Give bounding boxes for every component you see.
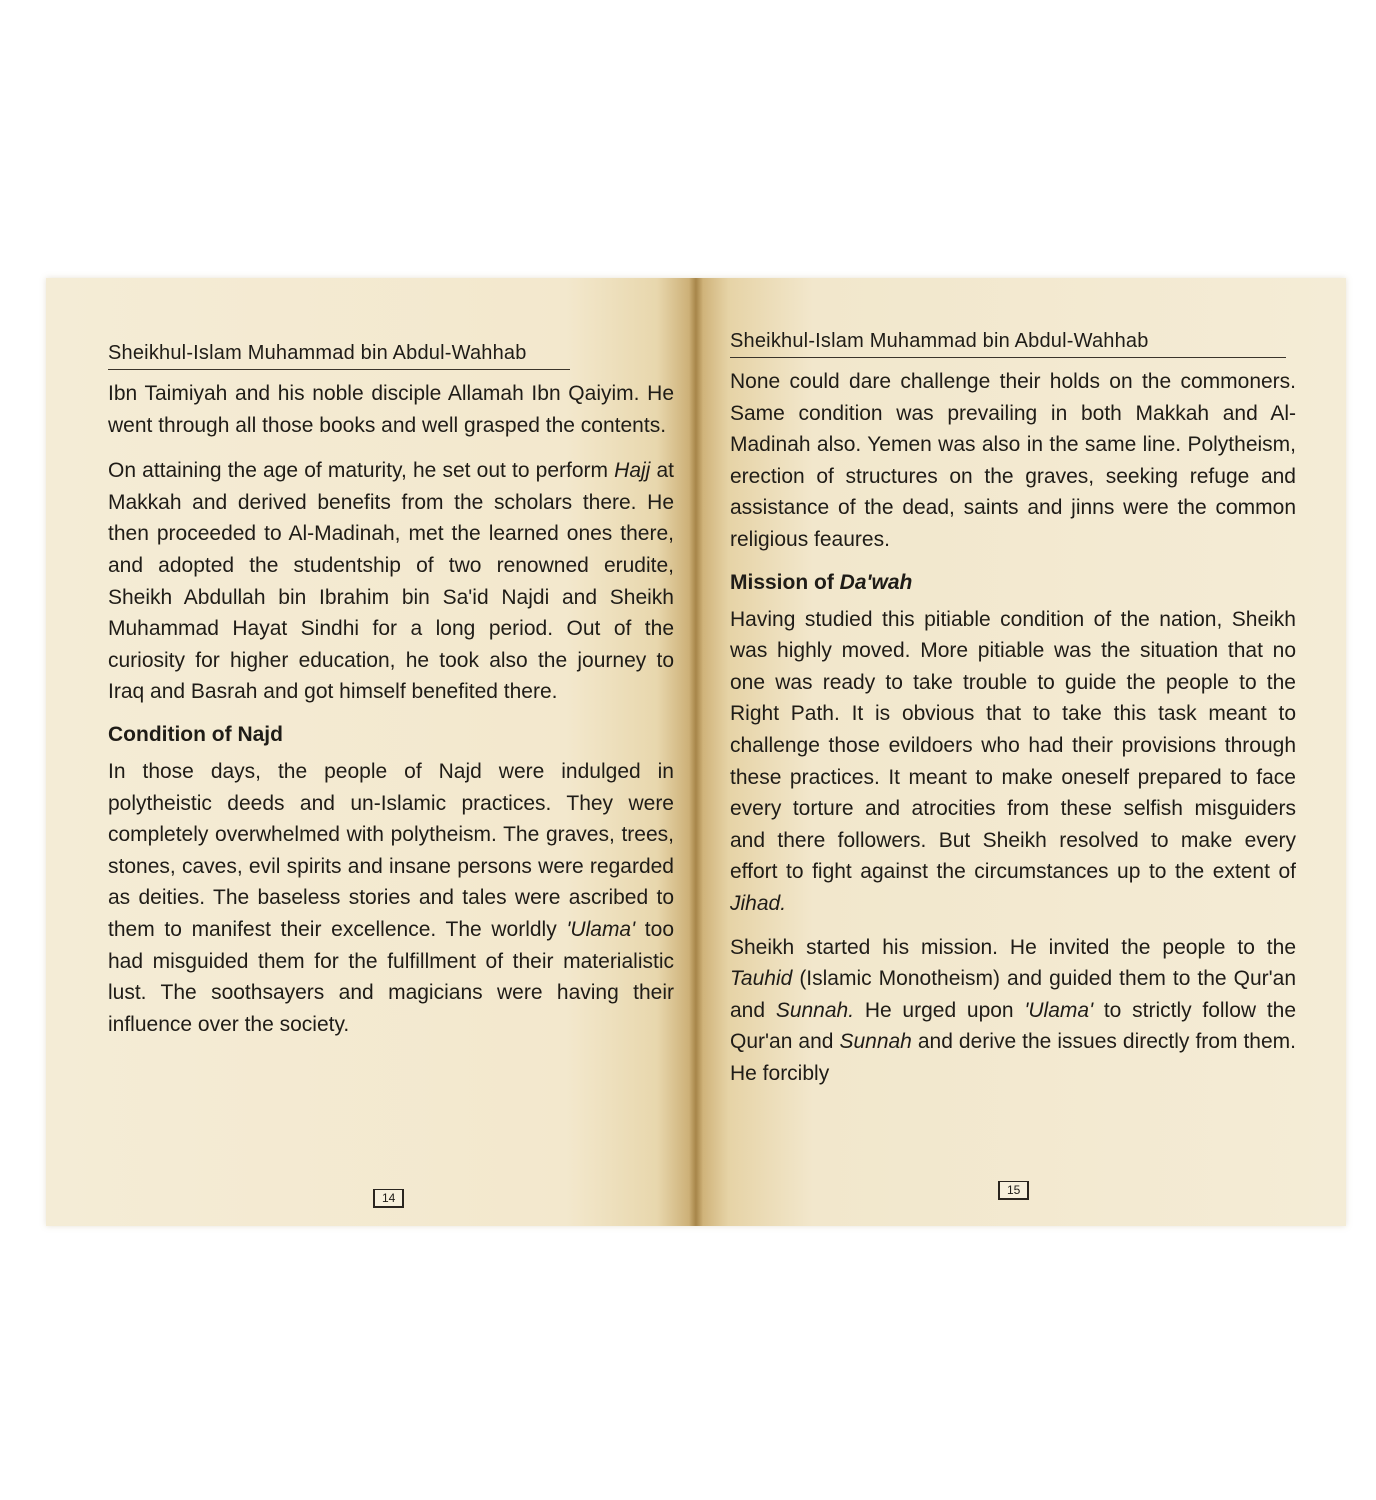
paragraph-text: too had misguided them for the fulfillment of their materialistic lust. The soothsayers and magicians were having their influence over the society. [108, 917, 674, 1036]
paragraph-text: On attaining the age of maturity, he set out to perform [108, 459, 615, 483]
paragraph [730, 932, 1296, 1090]
page-number: 14 [373, 1189, 404, 1208]
italic-term: Tauhid [730, 967, 793, 991]
paragraph-text: at Makkah and derived benefits from the scholars there. He then proceeded to Al-Madinah, met the learned ones there, and adopted the studentship of two renowned erudite, Sheikh Abdullah bin Ibrahim bin Sa'id Najdi and Sheikh Muhammad Hayat Sindhi for a long period. Out of the curiosity for higher education, he took also the journey to Iraq and Basrah and got himself benefited there. [108, 459, 675, 704]
paragraph-text: Ibn Taimiyah and his noble disciple Allamah Ibn Qaiyim. He went through all those books and well grasped the contents. [108, 382, 674, 437]
running-head: Sheikhul-Islam Muhammad bin Abdul-Wahhab [730, 328, 1286, 358]
paragraph-text: He urged upon [854, 998, 1025, 1022]
section-heading: Condition of Najd [108, 722, 283, 746]
running-head: Sheikhul-Islam Muhammad bin Abdul-Wahhab [108, 340, 570, 370]
italic-term: Jihad. [730, 891, 787, 915]
paragraph-text: In those days, the people of Najd were indulged in polytheistic deeds and un-Islamic practices. They were completely overwhelmed with polytheism. The graves, trees, stones, caves, evil spirits and insane persons were regarded as deities. The baseless stories and tales were ascribed to them to manifest their excellence. The worldly [108, 759, 674, 941]
paragraph-text: and derive the issues directly from them. He forcibly [730, 1030, 1296, 1085]
paragraph [730, 366, 1296, 556]
italic-term: Da'wah [839, 570, 913, 594]
paragraph [108, 756, 674, 1040]
right-page [696, 278, 1346, 1226]
italic-term: Sunnah. [775, 998, 855, 1022]
section-heading [730, 568, 1296, 598]
paragraph [730, 604, 1296, 920]
paragraph-text: Sheikh started his mission. He invited the people to the [730, 935, 1296, 959]
italic-term: 'Ulama' [1024, 998, 1094, 1022]
paragraph-text: Having studied this pitiable condition of the nation, Sheikh was highly moved. More pitiable was the situation that no one was ready to take trouble to guide the people to the Right Path. It is obvious that to take this task meant to challenge those evildoers who had their provisions through these practices. It meant to make oneself prepared to face every torture and atrocities from these selfish misguiders and there followers. But Sheikh resolved to make every effort to fight against the circumstances up to the extent of [730, 607, 1296, 884]
heading-text: Mission of [730, 570, 840, 594]
paragraph [108, 378, 674, 441]
paragraph-text: to strictly follow the Qur'an and [730, 998, 1297, 1054]
paragraph-text: None could dare challenge their holds on the commoners. Same condition was prevailing in both Makkah and Al-Madinah also. Yemen was also in the same line. Polytheism, erection of structures on the graves, seeking refuge and assistance of the dead, saints and jinns were the common religious feaures. [730, 370, 1296, 551]
italic-term: Hajj [614, 459, 651, 483]
left-page [46, 278, 696, 1226]
paragraph-text: (Islamic Monotheism) and guided them to the Qur'an and [730, 967, 1296, 1022]
book-spread [46, 278, 1346, 1226]
paragraph [108, 455, 674, 708]
italic-term: Sunnah [839, 1030, 912, 1054]
page-number: 15 [998, 1181, 1029, 1200]
italic-term: 'Ulama' [566, 917, 636, 941]
